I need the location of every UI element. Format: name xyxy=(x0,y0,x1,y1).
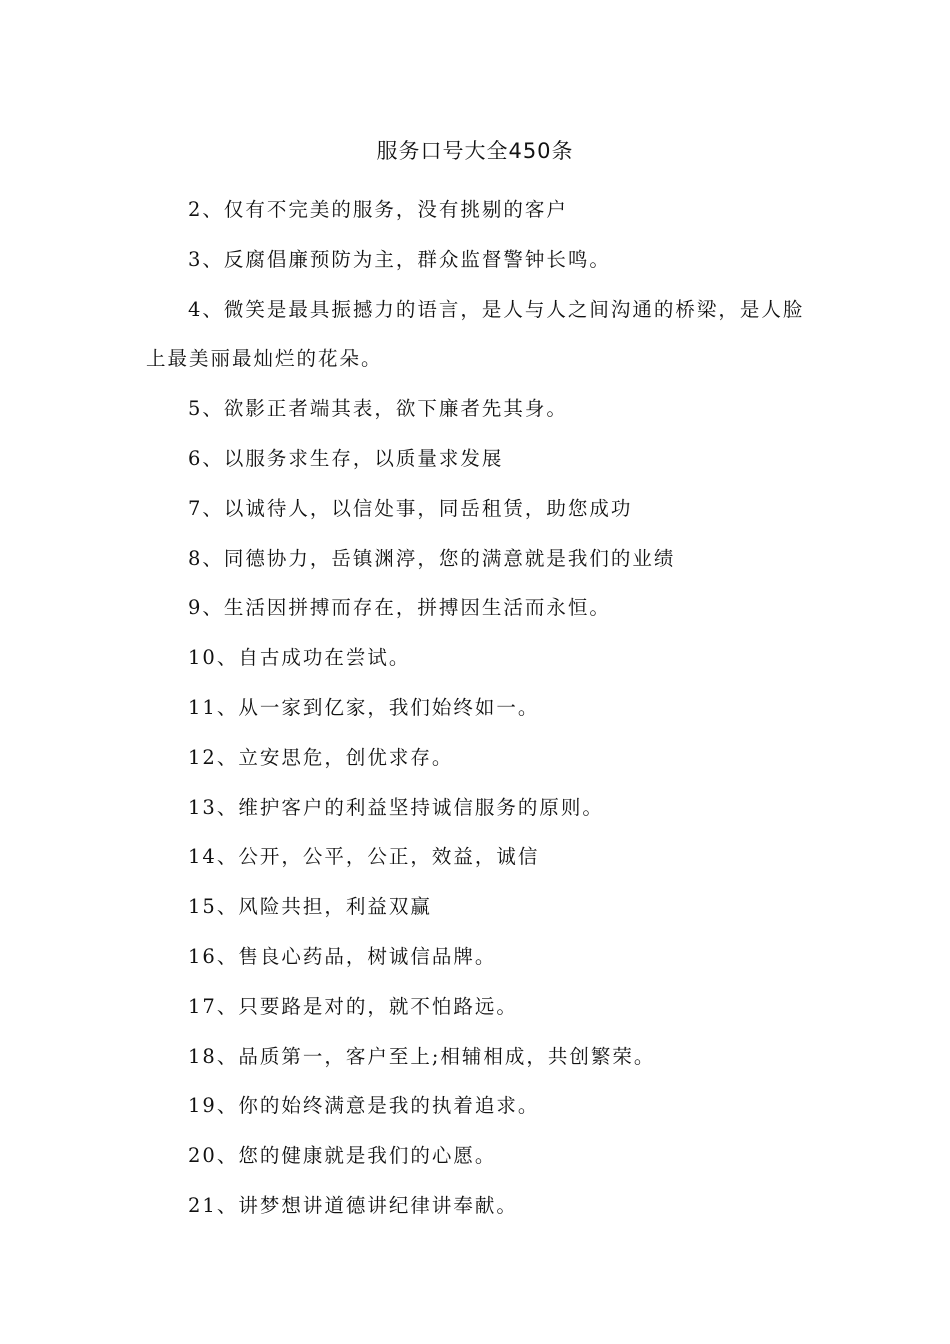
list-item: 18、品质第一，客户至上;相辅相成，共创繁荣。 xyxy=(188,1044,656,1068)
list-item: 2、仅有不完美的服务，没有挑剔的客户 xyxy=(188,198,568,221)
list-item: 21、讲梦想讲道德讲纪律讲奉献。 xyxy=(188,1193,518,1217)
list-item: 17、只要路是对的，就不怕路远。 xyxy=(188,994,518,1018)
list-item: 3、反腐倡廉预防为主，群众监督警钟长鸣。 xyxy=(188,247,611,271)
list-item: 11、从一家到亿家，我们始终如一。 xyxy=(188,695,540,719)
list-item: 15、风险共担，利益双赢 xyxy=(188,895,432,919)
list-item: 7、以诚待人，以信处事，同岳租赁，助您成功 xyxy=(188,496,633,520)
list-item: 5、欲影正者端其表，欲下廉者先其身。 xyxy=(188,397,568,421)
list-item: 8、同德协力，岳镇渊渟，您的满意就是我们的业绩 xyxy=(188,546,676,570)
list-item: 19、你的始终满意是我的执着追求。 xyxy=(188,1094,540,1118)
list-item: 20、您的健康就是我们的心愿。 xyxy=(188,1144,497,1168)
list-item: 10、自古成功在尝试。 xyxy=(188,646,411,670)
list-item: 13、维护客户的利益坚持诚信服务的原则。 xyxy=(188,795,604,819)
list-item: 4、微笑是最具振撼力的语言，是人与人之间沟通的桥梁，是人脸上最美丽最灿烂的花朵。 xyxy=(146,297,805,371)
list-item: 14、公开，公平，公正，效益，诚信 xyxy=(188,845,540,869)
list-item: 9、生活因拼搏而存在，拼搏因生活而永恒。 xyxy=(188,596,611,620)
slogan-list xyxy=(146,185,810,1231)
list-item: 12、立安思危，创优求存。 xyxy=(188,745,454,769)
list-item: 6、以服务求生存，以质量求发展 xyxy=(188,446,504,470)
document-title: 服务口号大全450条 xyxy=(376,139,574,163)
list-item: 16、售良心药品，树诚信品牌。 xyxy=(188,944,497,968)
